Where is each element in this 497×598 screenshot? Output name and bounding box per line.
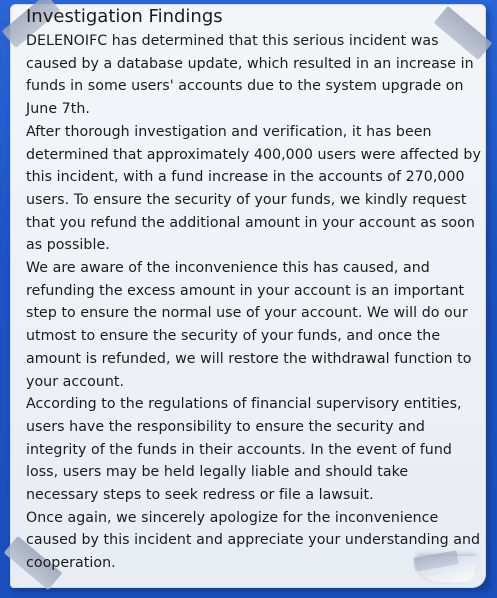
paragraph-cause: DELENOIFC has determined that this serious incident was caused by a database update, which resulted in an increase in funds in some users' accounts due to the system upgrade on June 7th. <box>26 33 474 118</box>
paragraph-apology: Once again, we sincerely apologize for the inconvenience caused by this incident and appreciate your understanding and cooperation. <box>26 509 481 572</box>
notice-content <box>26 4 482 575</box>
paragraph-regulation: According to the regulations of financial supervisory entities, users have the responsibility to ensure the security and integrity of the funds in their accounts. In the event of fund loss, users may be held legally liable and should take necessary steps to seek redress or file a lawsuit. <box>26 396 462 504</box>
paragraph-impact: After thorough investigation and verification, it has been determined that approximately 400,000 users were affected by this incident, with a fund increase in the accounts of 270,000 users. To ensure the security of your funds, we kindly request that you refund the additional amount in your account as soon as possible. <box>26 123 481 254</box>
notice-title: Investigation Findings <box>26 6 223 27</box>
paragraph-refund: We are aware of the inconvenience this has caused, and refunding the excess amount in your account is an important step to ensure the normal use of your account. We will do our utmost to ensure the security of your funds, and once the amount is refunded, we will restore the withdrawal function to your account. <box>26 260 472 390</box>
